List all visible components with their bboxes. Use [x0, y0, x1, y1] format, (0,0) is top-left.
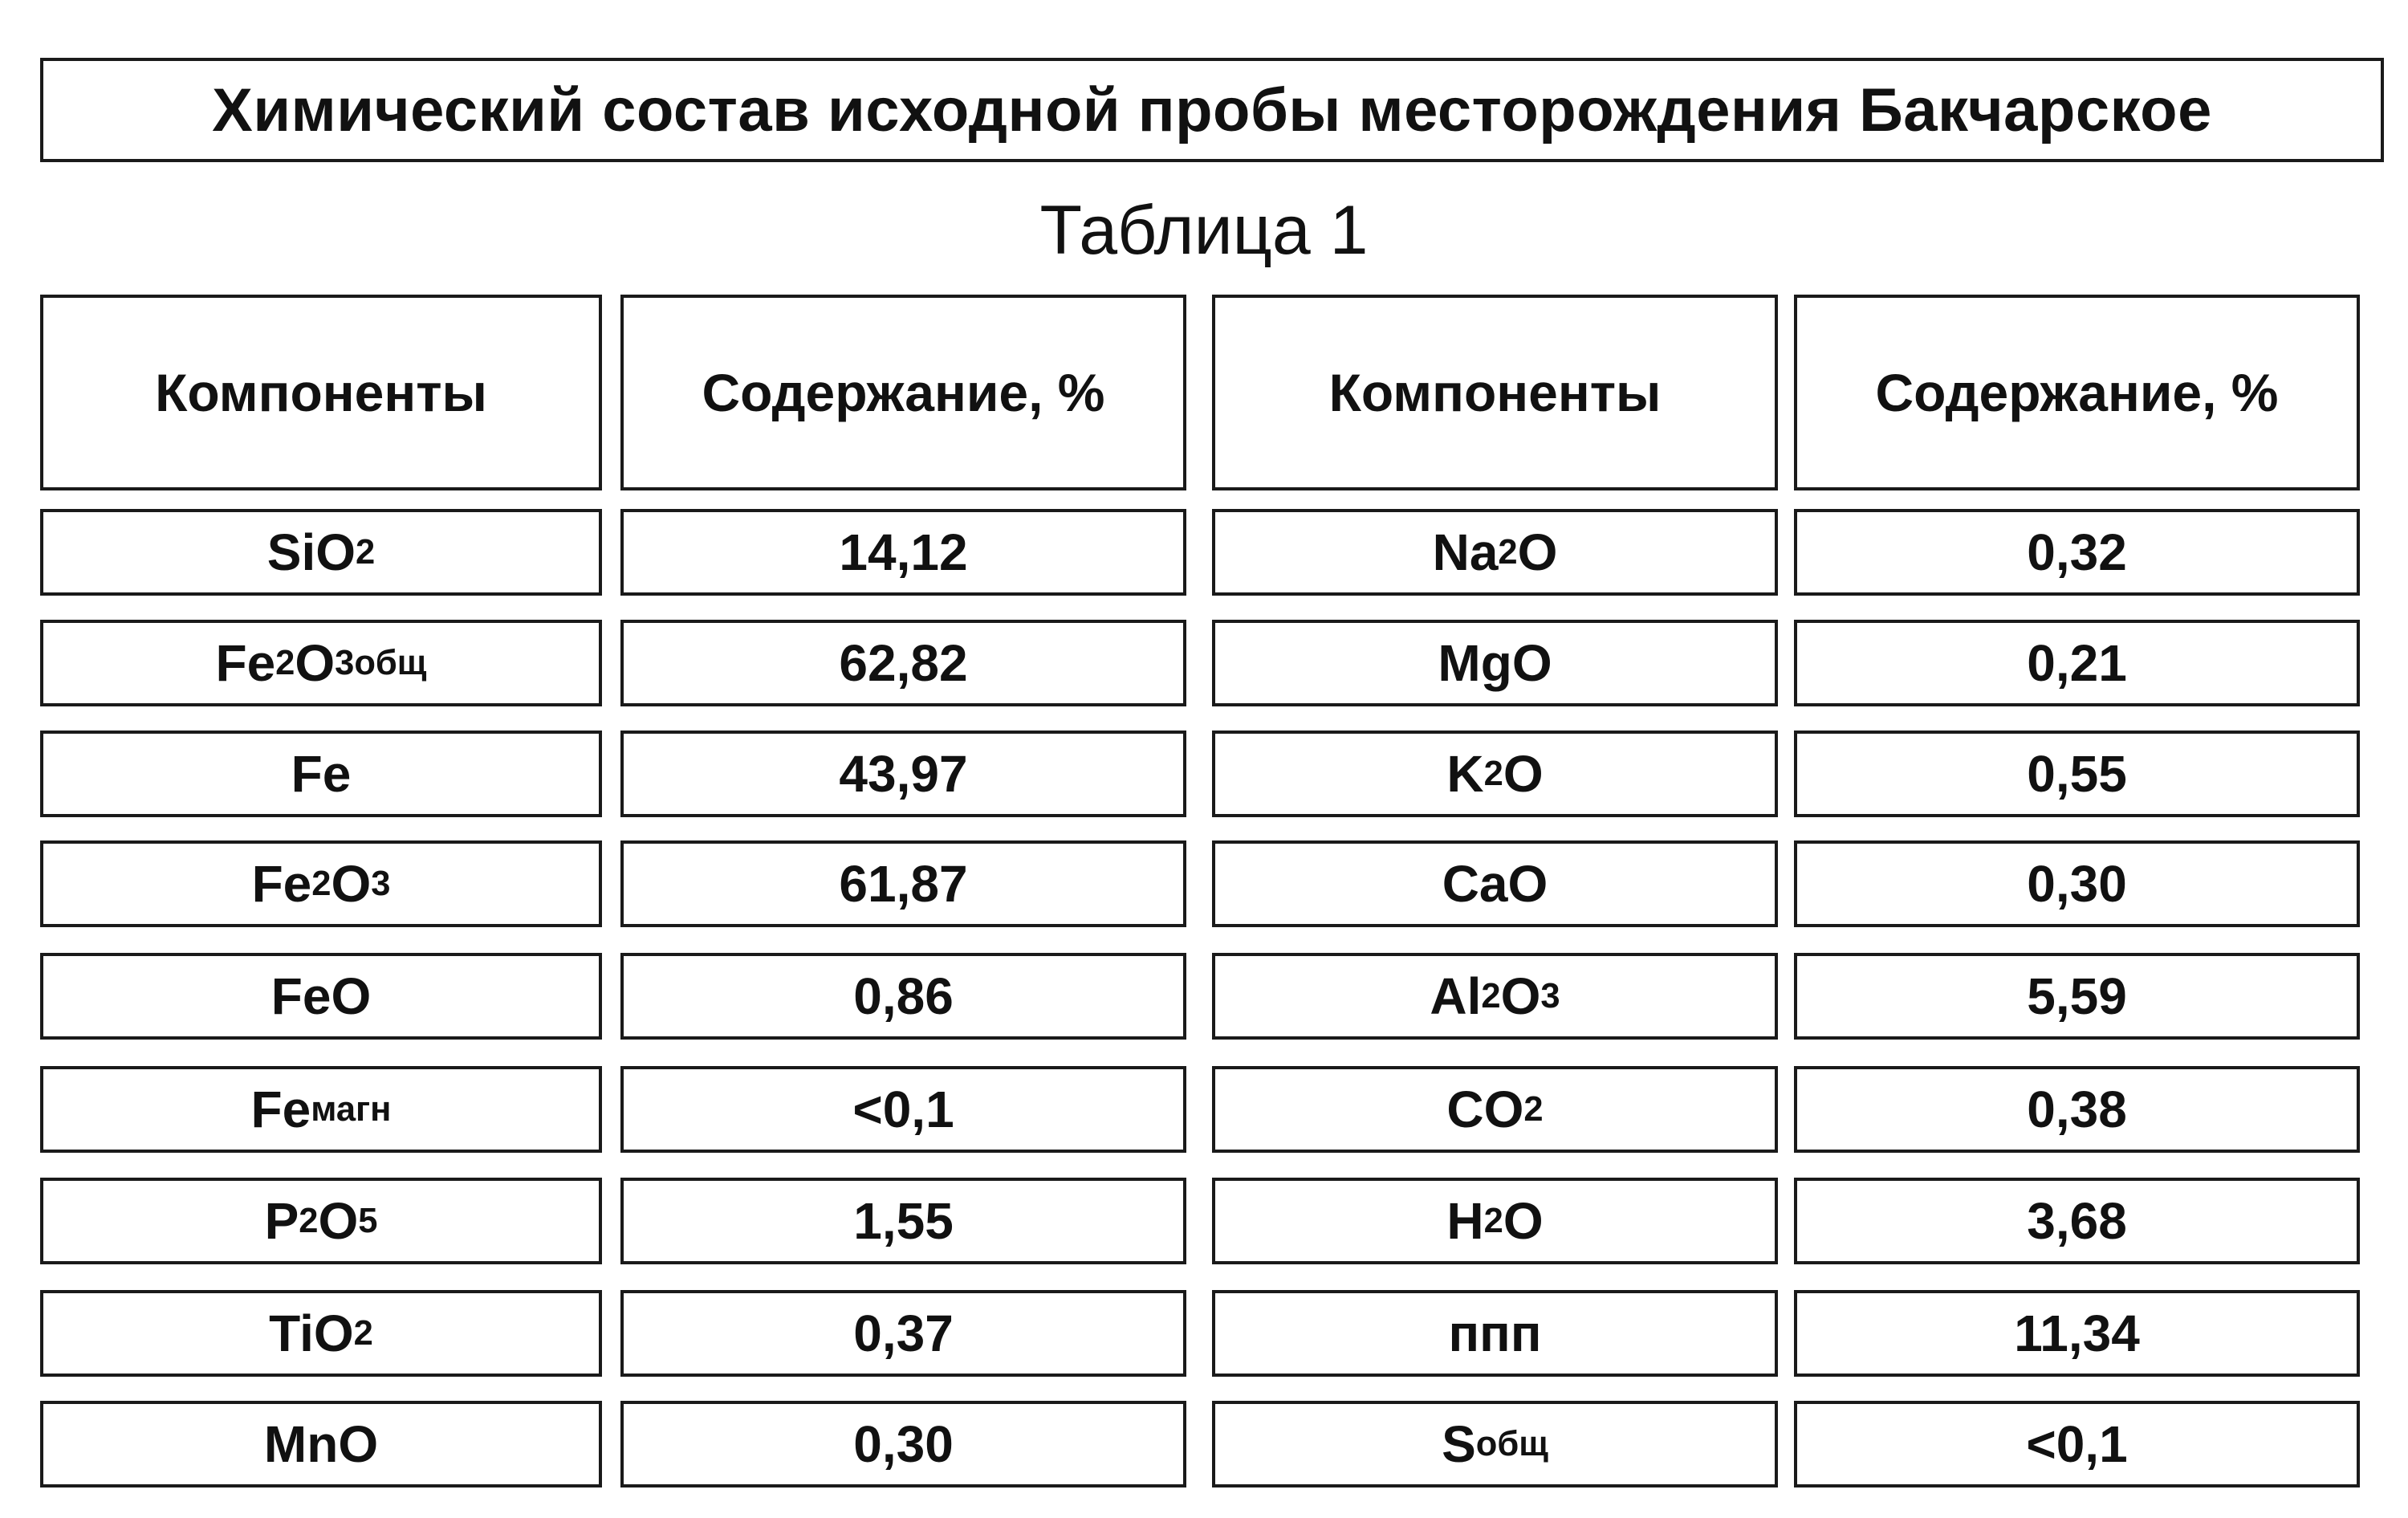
formula-part: O — [295, 634, 336, 692]
content-value-cell: 0,55 — [1794, 731, 2360, 817]
content-value-cell: 0,38 — [1794, 1066, 2360, 1153]
component-formula: S — [1442, 1415, 1476, 1473]
component-cell — [1212, 1290, 1778, 1377]
component-cell: Fe 2 O 3 — [40, 840, 602, 927]
content-value-cell: <0,1 — [620, 1066, 1186, 1153]
content-value-cell: 3,68 — [1794, 1178, 2360, 1264]
content-value-cell: 5,59 — [1794, 953, 2360, 1040]
table-caption: Таблица 1 — [1039, 192, 1369, 269]
component-formula: Fe — [251, 855, 312, 913]
content-value-cell: 43,97 — [620, 731, 1186, 817]
component-formula: Fe — [215, 634, 276, 692]
content-value-cell: 61,87 — [620, 840, 1186, 927]
component-cell: Fe магн — [40, 1066, 602, 1153]
content-value-cell: 0,30 — [1794, 840, 2360, 927]
formula-part: O — [318, 1192, 359, 1250]
formula-part: O — [331, 855, 372, 913]
header-content-percent: Содержание, % — [1794, 295, 2360, 490]
component-cell: H 2 O — [1212, 1178, 1778, 1264]
content-value-cell: 0,37 — [620, 1290, 1186, 1377]
formula-part: O — [1500, 967, 1541, 1025]
component-formula: MnO — [263, 1415, 379, 1473]
formula-part: O — [1503, 1192, 1544, 1250]
component-cell — [1212, 840, 1778, 927]
component-formula: Fe — [250, 1081, 311, 1138]
component-formula: ппп — [1448, 1304, 1542, 1362]
component-cell — [40, 731, 602, 817]
component-formula: P — [264, 1192, 299, 1250]
content-value-cell: 1,55 — [620, 1178, 1186, 1264]
content-value-cell: 11,34 — [1794, 1290, 2360, 1377]
component-cell: P 2 O 5 — [40, 1178, 602, 1264]
content-value-cell: 0,86 — [620, 953, 1186, 1040]
document-title: Химический состав исходной пробы месторождения Бакчарское — [40, 58, 2384, 162]
component-cell: Fe 2 O 3общ — [40, 620, 602, 706]
content-value-cell: 14,12 — [620, 509, 1186, 596]
content-value-cell: 0,21 — [1794, 620, 2360, 706]
content-value-cell: 0,30 — [620, 1401, 1186, 1487]
component-formula: MgO — [1438, 634, 1552, 692]
component-formula: Al — [1430, 967, 1482, 1025]
formula-part: O — [1517, 523, 1558, 581]
content-value-cell: 62,82 — [620, 620, 1186, 706]
component-cell — [40, 1401, 602, 1487]
header-components: Компоненты — [40, 295, 602, 490]
header-content-percent: Содержание, % — [620, 295, 1186, 490]
component-cell: S общ — [1212, 1401, 1778, 1487]
component-formula: FeO — [270, 967, 372, 1025]
component-cell: Al 2 O 3 — [1212, 953, 1778, 1040]
component-formula: CO — [1446, 1081, 1524, 1138]
content-value-cell: 0,32 — [1794, 509, 2360, 596]
component-cell: CO 2 — [1212, 1066, 1778, 1153]
component-cell: TiO 2 — [40, 1290, 602, 1377]
component-formula: H — [1446, 1192, 1484, 1250]
component-formula: TiO — [269, 1304, 354, 1362]
component-cell: K 2 O — [1212, 731, 1778, 817]
component-formula: SiO — [266, 523, 356, 581]
component-formula: CaO — [1442, 855, 1548, 913]
formula-part: O — [1503, 745, 1544, 803]
component-cell: SiO 2 — [40, 509, 602, 596]
component-cell: Na 2 O — [1212, 509, 1778, 596]
component-cell — [40, 953, 602, 1040]
component-formula: Fe — [291, 745, 352, 803]
component-formula: Na — [1432, 523, 1499, 581]
component-formula: K — [1446, 745, 1484, 803]
component-cell — [1212, 620, 1778, 706]
header-components: Компоненты — [1212, 295, 1778, 490]
content-value-cell: <0,1 — [1794, 1401, 2360, 1487]
